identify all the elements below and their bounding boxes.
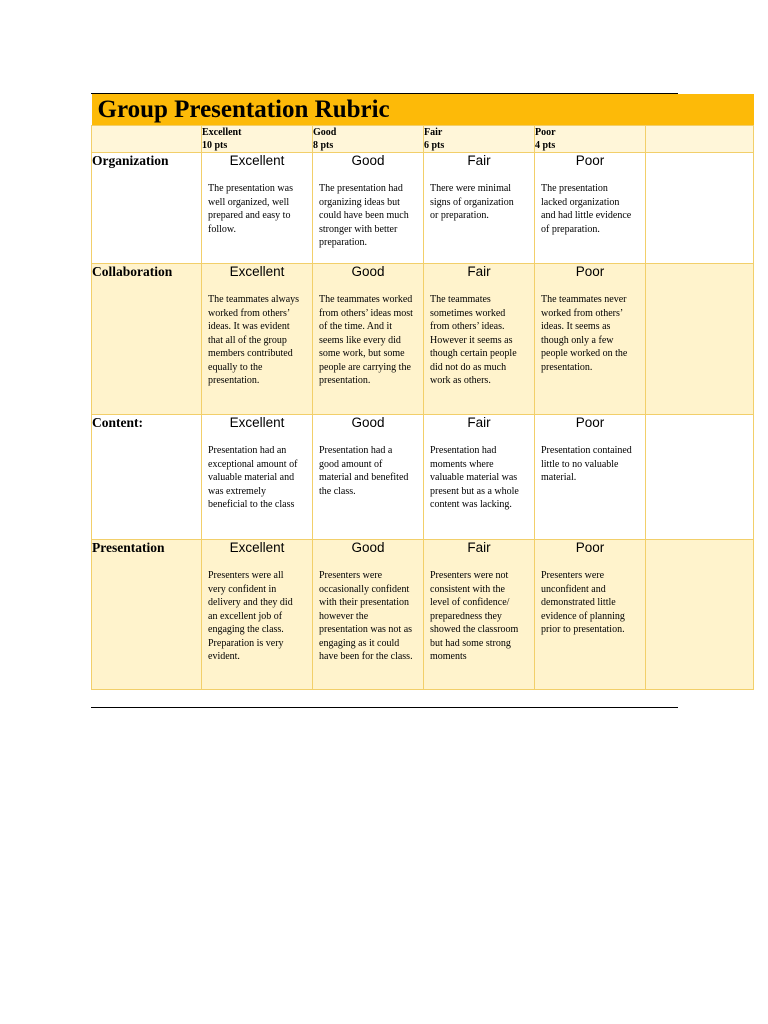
- rubric-cell: [424, 153, 535, 264]
- level-label: Fair: [467, 540, 491, 555]
- cell-description: Presenters were unconfident and demonstrated little evidence of planning prior to presentation.: [541, 570, 625, 635]
- rubric-cell: [535, 264, 646, 415]
- rubric-cell: [424, 415, 535, 540]
- cell-description: Presentation contained little to no valuable material.: [541, 445, 632, 483]
- cell-description: There were minimal signs of organization or preparation.: [430, 183, 514, 221]
- cell-description: Presenters were not consistent with the level of confidence/ preparedness they showed the classroom but had some strong moments: [430, 570, 519, 662]
- header-empty-cell: [646, 126, 754, 153]
- rubric-cell: [202, 415, 313, 540]
- criterion-label: Content:: [92, 415, 202, 540]
- empty-cell: [646, 153, 754, 264]
- header-points: 6 pts: [424, 140, 445, 151]
- rubric-table: [91, 94, 754, 690]
- header-points: 10 pts: [202, 140, 228, 151]
- rubric-row-collaboration: [92, 264, 754, 415]
- header-points: 8 pts: [313, 140, 334, 151]
- rubric-cell: [202, 153, 313, 264]
- cell-description: Presentation had moments where valuable material was present but as a whole content was lacking.: [430, 445, 519, 510]
- criterion-label: Presentation: [92, 540, 202, 690]
- header-row: [92, 126, 754, 153]
- cell-description: Presentation had an exceptional amount of valuable material and was extremely beneficial to the class: [208, 445, 298, 510]
- header-name: Poor: [535, 127, 556, 138]
- cell-description: The presentation was well organized, well prepared and easy to follow.: [208, 183, 293, 235]
- cell-description: The teammates worked from others’ ideas most of the time. And it seems like every did some work, but some people are carrying the presentation.: [319, 294, 413, 386]
- header-poor: [535, 126, 646, 153]
- level-label: Poor: [575, 415, 605, 430]
- criterion-label: Organization: [92, 153, 202, 264]
- header-good: [313, 126, 424, 153]
- rubric-row-content: [92, 415, 754, 540]
- cell-description: The presentation had organizing ideas but could have been much stronger with better preparation.: [319, 183, 409, 248]
- level-label: Poor: [575, 264, 605, 279]
- rubric-cell: [202, 540, 313, 690]
- header-points: 4 pts: [535, 140, 556, 151]
- level-label: Poor: [575, 540, 605, 555]
- rubric-cell: [535, 153, 646, 264]
- rubric-cell: [202, 264, 313, 415]
- level-label: Excellent: [229, 540, 285, 555]
- title-row: [92, 94, 754, 126]
- empty-cell: [646, 415, 754, 540]
- rubric-cell: [535, 415, 646, 540]
- rubric-cell: [535, 540, 646, 690]
- cell-description: The presentation lacked organization and had little evidence of preparation.: [541, 183, 632, 235]
- rubric-cell: [313, 264, 424, 415]
- header-name: Good: [313, 127, 337, 138]
- cell-description: Presenters were occasionally confident with their presentation however the presentation was not as engaging as it could have been for the class.: [319, 570, 413, 662]
- header-fair: [424, 126, 535, 153]
- header-excellent: [202, 126, 313, 153]
- level-label: Good: [351, 264, 385, 279]
- cell-description: Presenters were all very confident in delivery and they did an excellent job of engaging the class. Preparation is very evident.: [208, 570, 293, 662]
- level-label: Fair: [467, 153, 491, 168]
- rubric-title: Group Presentation Rubric: [92, 94, 754, 126]
- rubric-cell: [313, 540, 424, 690]
- level-label: Good: [351, 540, 385, 555]
- cell-description: Presentation had a good amount of material and benefited the class.: [319, 445, 409, 497]
- level-label: Excellent: [229, 153, 285, 168]
- header-name: Excellent: [202, 127, 242, 138]
- header-name: Fair: [424, 127, 443, 138]
- bottom-rule: [91, 707, 678, 708]
- level-label: Poor: [575, 153, 605, 168]
- empty-cell: [646, 540, 754, 690]
- rubric-row-presentation: [92, 540, 754, 690]
- rubric-cell: [313, 415, 424, 540]
- level-label: Fair: [467, 264, 491, 279]
- criterion-label: Collaboration: [92, 264, 202, 415]
- level-label: Excellent: [229, 264, 285, 279]
- level-label: Good: [351, 415, 385, 430]
- rubric-cell: [424, 540, 535, 690]
- cell-description: The teammates always worked from others’ ideas. It was evident that all of the group members contributed equally to the presentation.: [208, 294, 300, 386]
- level-label: Fair: [467, 415, 491, 430]
- header-empty-cell: [92, 126, 202, 153]
- empty-cell: [646, 264, 754, 415]
- cell-description: The teammates never worked from others’ ideas. It seems as though only a few people worked on the presentation.: [541, 294, 628, 373]
- level-label: Excellent: [229, 415, 285, 430]
- rubric-row-organization: [92, 153, 754, 264]
- level-label: Good: [351, 153, 385, 168]
- rubric-cell: [313, 153, 424, 264]
- cell-description: The teammates sometimes worked from others’ ideas. However it seems as though certain people did not do as much work as others.: [430, 294, 517, 386]
- rubric-cell: [424, 264, 535, 415]
